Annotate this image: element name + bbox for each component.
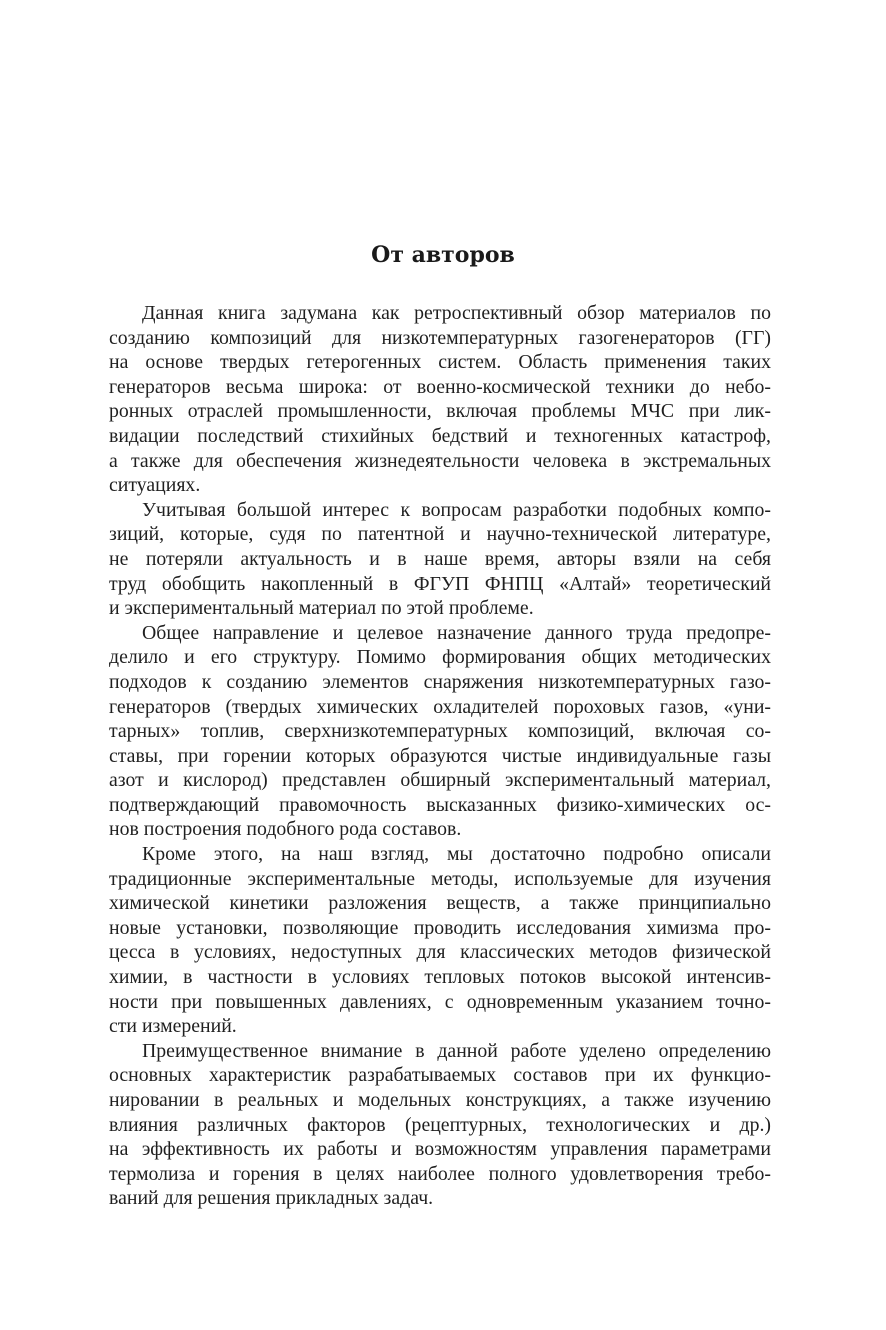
text-line: генераторов весьма широка: от военно-космической техники до небо- — [109, 375, 771, 398]
text-line: нов построения подобного рода составов. — [109, 818, 462, 841]
text-line: нировании в реальных и модельных конструкциях, а также изучению — [109, 1089, 771, 1111]
text-line: химии, в частности в условиях тепловых потоков высокой интенсив- — [109, 966, 771, 989]
text-line: труд обобщить накопленный в ФГУП ФНПЦ «Алтай» теоретический — [109, 572, 771, 595]
paragraph — [109, 842, 771, 1039]
text-line: новые установки, позволяющие проводить исследования химизма про- — [109, 916, 771, 939]
text-line: азот и кислород) представлен обширный экспериментальный материал, — [109, 769, 771, 792]
text-line: и экспериментальный материал по этой проблеме. — [109, 597, 534, 620]
page-title: От авторов — [371, 242, 515, 268]
body-text — [109, 301, 771, 1211]
text-line: химической кинетики разложения веществ, а также принципиально — [109, 892, 771, 915]
text-line: ваний для решения прикладных задач. — [109, 1187, 434, 1210]
text-line: сти измерений. — [109, 1015, 237, 1038]
text-line: видации последствий стихийных бедствий и техногенных катастроф, — [109, 424, 771, 447]
text-line: Данная книга задумана как ретроспективный обзор материалов по — [142, 302, 771, 324]
text-line: а также для обеспечения жизнедеятельности человека в экстремальных — [109, 449, 771, 472]
text-line: Кроме этого, на наш взгляд, мы достаточно подробно описали — [142, 843, 771, 866]
paragraph — [109, 1039, 771, 1211]
text-line: ронных отраслей промышленности, включая проблемы МЧС при лик- — [109, 400, 771, 423]
text-line: ности при повышенных давлениях, с одновременным указанием точно- — [109, 990, 771, 1013]
text-line: тарных» топлив, сверхнизкотемпературных композиций, включая со- — [109, 720, 771, 743]
text-line: ситуациях. — [109, 474, 201, 497]
text-line: не потеряли актуальность и в наше время, авторы взяли на себя — [109, 547, 771, 570]
text-line: подходов к созданию элементов снаряжения низкотемпературных газо- — [109, 670, 771, 693]
text-line: влияния различных факторов (рецептурных, технологических и др.) — [109, 1113, 771, 1136]
text-line: термолиза и горения в целях наиболее полного удовлетворения требо- — [109, 1162, 771, 1185]
text-line: зиций, которые, судя по патентной и научно-технической литературе, — [109, 523, 771, 546]
text-line: ставы, при горении которых образуются чистые индивидуальные газы — [109, 744, 771, 767]
text-line: делило и его структуру. Помимо формирования общих методических — [109, 646, 771, 669]
text-line: подтверждающий правомочность высказанных физико-химических ос- — [109, 793, 771, 816]
text-line: традиционные экспериментальные методы, используемые для изучения — [109, 867, 771, 890]
paragraph — [109, 621, 771, 842]
text-line: цесса в условиях, недоступных для классических методов физической — [109, 941, 771, 964]
text-line: генераторов (твердых химических охладителей пороховых газов, «уни- — [109, 695, 771, 718]
text-line: на основе твердых гетерогенных систем. Область применения таких — [109, 351, 771, 374]
text-line: Общее направление и целевое назначение данного труда предопре- — [142, 621, 771, 644]
text-line: на эффективность их работы и возможностям управления параметрами — [109, 1138, 771, 1161]
text-line: созданию композиций для низкотемпературных газогенераторов (ГГ) — [109, 326, 771, 349]
paragraph — [109, 498, 771, 621]
paragraph — [109, 301, 771, 498]
text-line: основных характеристик разрабатываемых составов при их функцио- — [109, 1064, 771, 1087]
text-line: Учитывая большой интерес к вопросам разработки подобных компо- — [142, 498, 771, 521]
text-line: Преимущественное внимание в данной работе уделено определению — [142, 1039, 771, 1062]
